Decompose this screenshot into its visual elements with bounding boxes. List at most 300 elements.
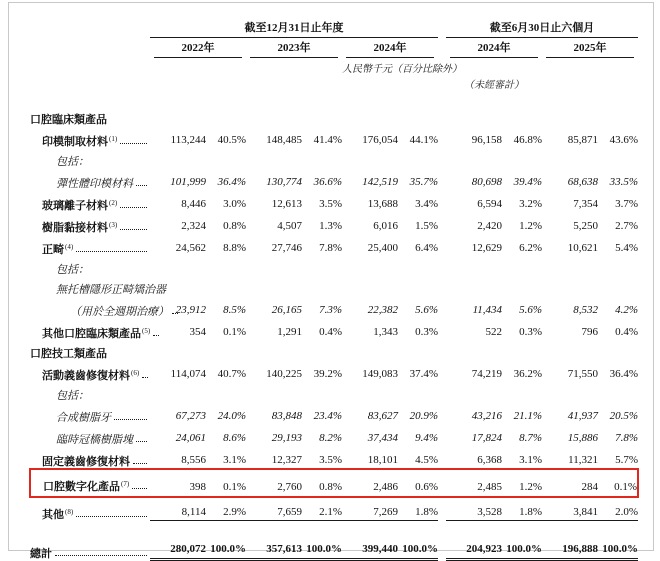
cell-value: 398 — [150, 469, 206, 497]
cell-percent — [302, 148, 342, 168]
cell-value — [542, 276, 598, 296]
cell-percent — [302, 382, 342, 402]
cell-percent: 6.4% — [415, 242, 438, 254]
row-label-cell — [30, 469, 150, 497]
table-row — [30, 318, 638, 340]
year-header-2025-interim: 2025年 — [546, 38, 634, 58]
cell-value: 11,434 — [472, 304, 502, 316]
group-gap — [438, 148, 446, 168]
row-label: 臨時冠橋樹脂塊 — [56, 434, 133, 446]
group-gap — [438, 168, 446, 190]
cell-percent: 5.6% — [415, 304, 438, 316]
cell-percent — [206, 382, 246, 402]
cell-percent: 2.9% — [206, 497, 246, 521]
cell-percent: 36.4% — [609, 368, 638, 380]
cell-percent: 41.4% — [313, 134, 342, 146]
table-row — [30, 148, 638, 168]
row-label: 彈性體印模材料 — [56, 178, 133, 190]
cell-value: 7,659 — [246, 497, 302, 521]
cell-percent — [398, 106, 438, 126]
footnote-marker: (8) — [65, 507, 74, 516]
cell-percent: 100.0% — [302, 521, 342, 560]
row-label: 活動義齒修復材料 — [42, 370, 130, 382]
cell-percent: 9.4% — [415, 432, 438, 444]
cell-percent: 1.3% — [319, 220, 342, 232]
cell-percent — [206, 106, 246, 126]
row-label: 總計 — [30, 547, 52, 560]
group-gap — [438, 318, 446, 340]
cell-percent: 1.5% — [415, 220, 438, 232]
cell-percent: 3.1% — [223, 454, 246, 466]
cell-value: 357,613 — [246, 521, 302, 560]
cell-value: 522 — [485, 326, 502, 338]
cell-percent: 3.1% — [519, 454, 542, 466]
cell-value: 796 — [581, 326, 598, 338]
cell-percent: 35.7% — [409, 176, 438, 188]
cell-percent: 100.0% — [398, 521, 438, 560]
cell-value: 18,101 — [367, 454, 398, 466]
group-gap — [438, 126, 446, 148]
cell-percent: 44.1% — [409, 134, 438, 146]
dot-leader — [76, 516, 147, 517]
cell-value: 80,698 — [471, 176, 502, 188]
cell-percent — [302, 276, 342, 296]
cell-value: 148,485 — [266, 134, 302, 146]
cell-percent — [502, 340, 542, 360]
cell-value: 204,923 — [446, 521, 502, 560]
cell-value — [342, 148, 398, 168]
cell-value — [342, 276, 398, 296]
dot-leader — [132, 488, 147, 489]
group-gap — [438, 497, 446, 521]
cell-percent: 36.6% — [313, 176, 342, 188]
cell-value: 114,074 — [170, 368, 206, 380]
cell-percent: 3.0% — [223, 198, 246, 210]
cell-value: 37,434 — [367, 432, 398, 444]
cell-percent: 23.4% — [313, 410, 342, 422]
cell-value: 96,158 — [471, 134, 502, 146]
cell-percent — [598, 106, 638, 126]
row-label: 包括： — [56, 390, 89, 402]
cell-value: 68,638 — [567, 176, 598, 188]
row-label-cell — [30, 234, 150, 256]
cell-value — [446, 382, 502, 402]
cell-percent: 0.1% — [206, 469, 246, 497]
row-label: 印模制取材料 — [42, 136, 108, 148]
table-row — [30, 168, 638, 190]
table-header — [30, 17, 638, 106]
cell-percent: 36.4% — [217, 176, 246, 188]
cell-percent: 100.0% — [502, 521, 542, 560]
cell-value: 130,774 — [266, 176, 302, 188]
cell-value — [246, 382, 302, 402]
cell-percent — [206, 148, 246, 168]
row-label-cell — [30, 296, 169, 318]
cell-percent: 3.5% — [319, 454, 342, 466]
year-header-row — [30, 38, 638, 59]
table-row — [30, 424, 638, 446]
cell-value — [150, 256, 206, 276]
row-label-cell — [30, 106, 150, 126]
cell-percent — [598, 340, 638, 360]
cell-percent — [502, 256, 542, 276]
cell-percent: 2.7% — [615, 220, 638, 232]
cell-value: 83,848 — [271, 410, 302, 422]
group-gap — [438, 340, 446, 360]
cell-percent: 1.8% — [502, 497, 542, 521]
footnote-marker: (1) — [109, 135, 118, 144]
cell-value: 8,114 — [150, 497, 206, 521]
cell-percent — [302, 256, 342, 276]
cell-percent: 5.7% — [615, 454, 638, 466]
group-gap — [438, 256, 446, 276]
cell-percent — [398, 276, 438, 296]
cell-percent: 0.1% — [598, 469, 638, 497]
row-label: 玻璃離子材料 — [42, 200, 108, 212]
cell-percent: 43.6% — [609, 134, 638, 146]
cell-value: 29,193 — [271, 432, 302, 444]
cell-value — [446, 106, 502, 126]
cell-value: 140,225 — [266, 368, 302, 380]
cell-percent — [502, 106, 542, 126]
cell-value: 12,629 — [471, 242, 502, 254]
cell-value: 23,912 — [175, 304, 206, 316]
cell-value — [342, 256, 398, 276]
cell-percent: 3.2% — [519, 198, 542, 210]
document-frame — [8, 2, 654, 560]
dot-leader — [55, 555, 147, 556]
cell-value: 12,327 — [271, 454, 302, 466]
group-gap — [438, 17, 446, 38]
row-label-cell — [30, 276, 166, 296]
footnote-marker: (7) — [121, 480, 130, 489]
cell-percent: 0.4% — [319, 326, 342, 338]
cell-value: 8,556 — [181, 454, 206, 466]
table-row — [30, 402, 638, 424]
group-gap — [438, 424, 446, 446]
cell-percent: 8.5% — [223, 304, 246, 316]
cell-value: 22,382 — [367, 304, 398, 316]
cell-value — [150, 106, 206, 126]
cell-value: 1,291 — [277, 326, 302, 338]
col-group-annual: 截至12月31日止年度 — [150, 17, 438, 38]
revenue-breakdown-table — [29, 17, 639, 561]
cell-value — [150, 340, 206, 360]
table-row — [30, 212, 638, 234]
cell-value: 43,216 — [471, 410, 502, 422]
table-row — [30, 256, 638, 276]
group-gap — [438, 190, 446, 212]
cell-value: 354 — [189, 326, 206, 338]
cell-value — [542, 382, 598, 402]
col-group-interim: 截至6月30日止六個月 — [446, 17, 638, 38]
dot-leader — [120, 207, 147, 208]
dot-leader — [153, 335, 159, 336]
cell-percent: 5.4% — [615, 242, 638, 254]
cell-value: 15,886 — [567, 432, 598, 444]
cell-percent — [598, 148, 638, 168]
cell-percent: 0.8% — [223, 220, 246, 232]
row-label-cell — [30, 148, 150, 168]
year-header-2024: 2024年 — [346, 38, 434, 58]
cell-percent: 7.3% — [319, 304, 342, 316]
cell-percent: 0.4% — [615, 326, 638, 338]
cell-percent — [598, 256, 638, 276]
row-label: （用於全週期治療） — [70, 306, 169, 318]
row-label-cell — [30, 256, 150, 276]
cell-value — [542, 340, 598, 360]
group-gap — [438, 446, 446, 469]
cell-value — [150, 148, 206, 168]
cell-value — [446, 276, 502, 296]
header-spacer — [30, 91, 638, 106]
cell-percent: 20.5% — [609, 410, 638, 422]
year-header-2022: 2022年 — [154, 38, 242, 58]
table-body — [30, 106, 638, 560]
group-gap — [438, 234, 446, 256]
table-row — [30, 446, 638, 469]
group-gap — [438, 106, 446, 126]
cell-percent: 8.7% — [519, 432, 542, 444]
cell-value: 2,485 — [446, 469, 502, 497]
cell-value — [542, 106, 598, 126]
cell-value: 113,244 — [170, 134, 206, 146]
cell-value — [246, 148, 302, 168]
cell-value: 71,550 — [567, 368, 598, 380]
table-row-highlighted — [30, 469, 638, 497]
cell-value: 83,627 — [367, 410, 398, 422]
cell-percent: 4.2% — [615, 304, 638, 316]
row-label: 口腔臨床類產品 — [30, 114, 107, 126]
cell-percent: 2.0% — [598, 497, 638, 521]
dot-leader — [136, 185, 147, 186]
cell-percent: 8.8% — [223, 242, 246, 254]
cell-percent: 1.2% — [502, 469, 542, 497]
table-row — [30, 126, 638, 148]
unaudited-note: （未經審計） — [464, 80, 524, 92]
cell-percent — [398, 340, 438, 360]
cell-value — [446, 340, 502, 360]
table-row — [30, 340, 638, 360]
cell-value: 8,532 — [573, 304, 598, 316]
cell-value: 25,400 — [367, 242, 398, 254]
cell-percent — [206, 256, 246, 276]
cell-value: 11,321 — [568, 454, 598, 466]
cell-percent — [502, 148, 542, 168]
row-label: 口腔技工類產品 — [30, 348, 107, 360]
cell-percent — [398, 256, 438, 276]
column-group-row — [30, 17, 638, 38]
table-row — [30, 276, 638, 296]
table-row — [30, 360, 638, 382]
cell-value: 280,072 — [150, 521, 206, 560]
table-row — [30, 382, 638, 402]
cell-percent: 100.0% — [206, 521, 246, 560]
cell-percent: 40.5% — [217, 134, 246, 146]
cell-percent — [398, 148, 438, 168]
cell-value: 5,250 — [573, 220, 598, 232]
cell-percent — [302, 340, 342, 360]
cell-value: 196,888 — [542, 521, 598, 560]
row-label-cell — [30, 168, 150, 190]
cell-percent — [502, 276, 542, 296]
row-label: 包括： — [56, 156, 89, 168]
table-row — [30, 497, 638, 521]
dot-leader — [76, 251, 147, 252]
dot-leader — [120, 143, 147, 144]
cell-value: 27,746 — [271, 242, 302, 254]
cell-value: 2,324 — [181, 220, 206, 232]
row-label: 其他口腔臨床類產品 — [42, 328, 141, 340]
row-label: 正畸 — [42, 244, 64, 256]
cell-percent — [398, 382, 438, 402]
cell-value: 24,061 — [175, 432, 206, 444]
row-label-cell — [30, 340, 150, 360]
row-label-cell — [30, 318, 150, 340]
cell-value — [446, 148, 502, 168]
cell-value: 399,440 — [342, 521, 398, 560]
cell-value: 12,613 — [271, 198, 302, 210]
dot-leader — [133, 463, 147, 464]
row-label: 無托槽隱形正畸矯治器 — [56, 284, 166, 296]
footnote-marker: (3) — [109, 221, 118, 230]
cell-value — [150, 382, 206, 402]
cell-value: 2,760 — [246, 469, 302, 497]
row-label: 合成樹脂牙 — [56, 412, 111, 424]
row-label: 包括： — [56, 264, 89, 276]
cell-value: 7,269 — [342, 497, 398, 521]
row-label-cell — [30, 521, 150, 560]
cell-value: 149,083 — [362, 368, 398, 380]
cell-value: 2,486 — [342, 469, 398, 497]
cell-value: 85,871 — [567, 134, 598, 146]
group-gap — [438, 296, 446, 318]
year-header-2024-interim: 2024年 — [450, 38, 538, 58]
dot-leader — [142, 377, 148, 378]
cell-percent: 7.8% — [615, 432, 638, 444]
cell-value: 6,594 — [477, 198, 502, 210]
cell-percent: 3.4% — [415, 198, 438, 210]
row-label-cell — [30, 360, 150, 382]
row-label: 樹脂黏接材料 — [42, 222, 108, 234]
cell-value — [342, 382, 398, 402]
dot-leader — [120, 229, 147, 230]
group-gap — [438, 360, 446, 382]
cell-percent: 37.4% — [409, 368, 438, 380]
footnote-marker: (2) — [109, 199, 118, 208]
cell-value: 41,937 — [567, 410, 598, 422]
cell-percent: 7.8% — [319, 242, 342, 254]
cell-percent: 1.2% — [519, 220, 542, 232]
row-label-cell — [30, 424, 150, 446]
cell-value — [246, 256, 302, 276]
cell-value — [446, 256, 502, 276]
cell-percent — [502, 382, 542, 402]
cell-percent: 21.1% — [513, 410, 542, 422]
cell-value — [342, 340, 398, 360]
row-label-cell — [30, 402, 150, 424]
cell-value: 6,368 — [477, 454, 502, 466]
table-row — [30, 190, 638, 212]
cell-value — [342, 106, 398, 126]
cell-percent: 20.9% — [409, 410, 438, 422]
cell-value — [542, 256, 598, 276]
cell-percent: 0.8% — [302, 469, 342, 497]
row-label-cell — [30, 446, 150, 469]
cell-value: 4,507 — [277, 220, 302, 232]
cell-value: 3,841 — [542, 497, 598, 521]
cell-percent — [206, 276, 246, 296]
row-label-cell — [30, 190, 150, 212]
dot-leader — [114, 419, 147, 420]
footnote-marker: (4) — [65, 243, 74, 252]
cell-value: 3,528 — [446, 497, 502, 521]
cell-percent: 8.2% — [319, 432, 342, 444]
cell-value: 26,165 — [271, 304, 302, 316]
cell-percent: 39.4% — [513, 176, 542, 188]
row-label-cell — [30, 126, 150, 148]
unit-note: 人民幣千元（百分比除外） — [342, 64, 462, 76]
cell-percent: 40.7% — [217, 368, 246, 380]
cell-percent: 6.2% — [519, 242, 542, 254]
cell-percent: 24.0% — [217, 410, 246, 422]
cell-percent — [302, 106, 342, 126]
table-row — [30, 234, 638, 256]
group-gap — [438, 212, 446, 234]
cell-value — [542, 148, 598, 168]
group-gap — [438, 521, 446, 560]
cell-percent: 100.0% — [598, 521, 638, 560]
cell-percent: 5.6% — [519, 304, 542, 316]
row-label: 口腔數字化產品 — [43, 481, 120, 493]
row-label-cell — [30, 497, 150, 521]
cell-percent: 0.6% — [398, 469, 438, 497]
cell-value: 101,999 — [170, 176, 206, 188]
cell-percent: 3.5% — [319, 198, 342, 210]
cell-percent: 3.7% — [615, 198, 638, 210]
cell-percent: 4.5% — [415, 454, 438, 466]
table-row — [30, 521, 638, 560]
year-header-2023: 2023年 — [250, 38, 338, 58]
cell-value: 8,446 — [181, 198, 206, 210]
cell-percent — [598, 382, 638, 402]
cell-value — [246, 340, 302, 360]
row-label: 固定義齒修復材料 — [42, 456, 130, 468]
unit-note-row — [30, 58, 638, 75]
cell-percent: 1.8% — [398, 497, 438, 521]
cell-value: 7,354 — [573, 198, 598, 210]
cell-value: 17,824 — [471, 432, 502, 444]
group-gap — [438, 276, 446, 296]
group-gap — [438, 402, 446, 424]
cell-percent: 0.3% — [519, 326, 542, 338]
cell-value: 2,420 — [477, 220, 502, 232]
row-label: 其他 — [42, 508, 64, 521]
cell-percent: 0.1% — [223, 326, 246, 338]
cell-percent — [598, 276, 638, 296]
cell-value: 24,562 — [175, 242, 206, 254]
cell-value — [246, 106, 302, 126]
row-label-cell — [30, 212, 150, 234]
cell-value: 67,273 — [175, 410, 206, 422]
cell-percent: 39.2% — [313, 368, 342, 380]
cell-value — [246, 276, 302, 296]
footnote-marker: (6) — [131, 369, 140, 378]
cell-percent: 36.2% — [513, 368, 542, 380]
cell-value: 284 — [542, 469, 598, 497]
cell-value: 6,016 — [373, 220, 398, 232]
footnote-marker: (5) — [142, 327, 151, 336]
